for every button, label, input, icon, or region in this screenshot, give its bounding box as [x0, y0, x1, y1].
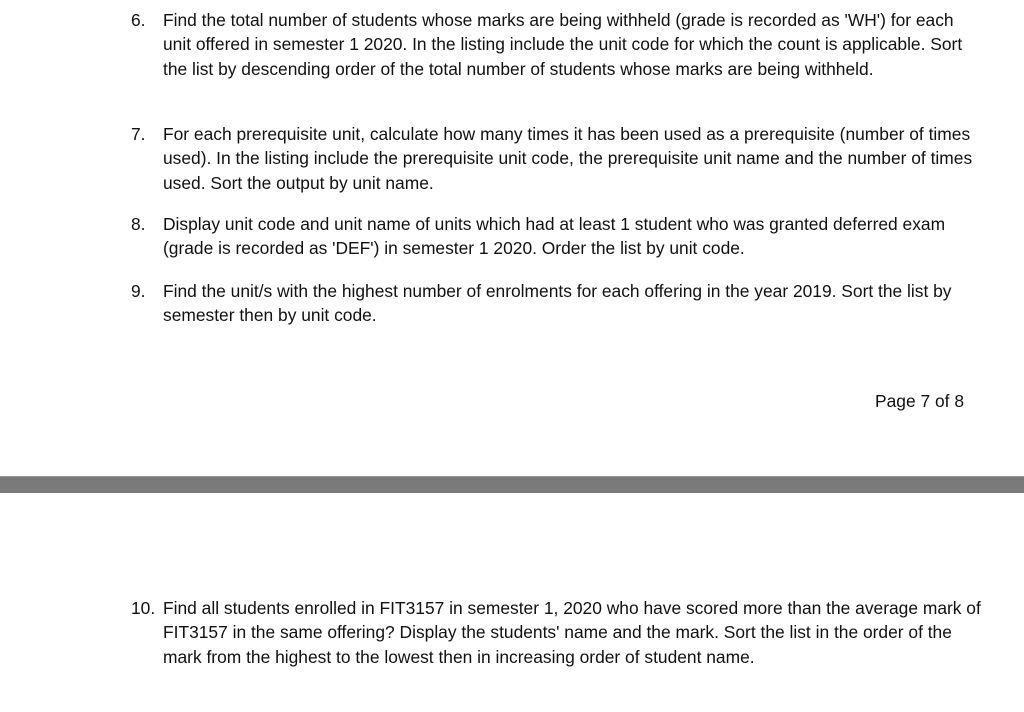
question-number: 7. [131, 124, 146, 144]
page-number-footer: Page 7 of 8 [875, 391, 964, 411]
document-page-8 [0, 493, 1024, 712]
question-text: For each prerequisite unit, calculate how many times it has been used as a prerequisite (number of times used). In the listing include the prerequisite unit code, the prerequisite unit name and the number of times used. Sort the output by unit name. [163, 124, 973, 193]
question-10 [131, 596, 981, 669]
question-text: Find the unit/s with the highest number of enrolments for each offering in the year 2019. Sort the list by semester then by unit code. [163, 281, 952, 326]
question-8 [131, 212, 981, 261]
question-text: Display unit code and unit name of units which had at least 1 student who was granted deferred exam (grade is recorded as 'DEF') in semester 1 2020. Order the list by unit code. [163, 214, 946, 259]
question-number: 9. [131, 281, 146, 301]
question-text: Find the total number of students whose marks are being withheld (grade is recorded as 'WH') for each unit offered in semester 1 2020. In the listing include the unit code for which the count is applicable. Sort the list by descending order of the total number of students whose marks are being withheld. [163, 10, 963, 79]
page-separator [0, 476, 1024, 493]
question-9 [131, 279, 981, 328]
question-number: 10. [131, 598, 156, 618]
question-7 [131, 122, 981, 195]
question-number: 6. [131, 10, 146, 30]
question-text: Find all students enrolled in FIT3157 in semester 1, 2020 who have scored more than the average mark of FIT3157 in the same offering? Display the students' name and the mark. Sort the list in the order of the mark from the highest to the lowest then in increasing order of student name. [163, 598, 981, 667]
question-number: 8. [131, 214, 146, 234]
question-6 [131, 8, 981, 81]
